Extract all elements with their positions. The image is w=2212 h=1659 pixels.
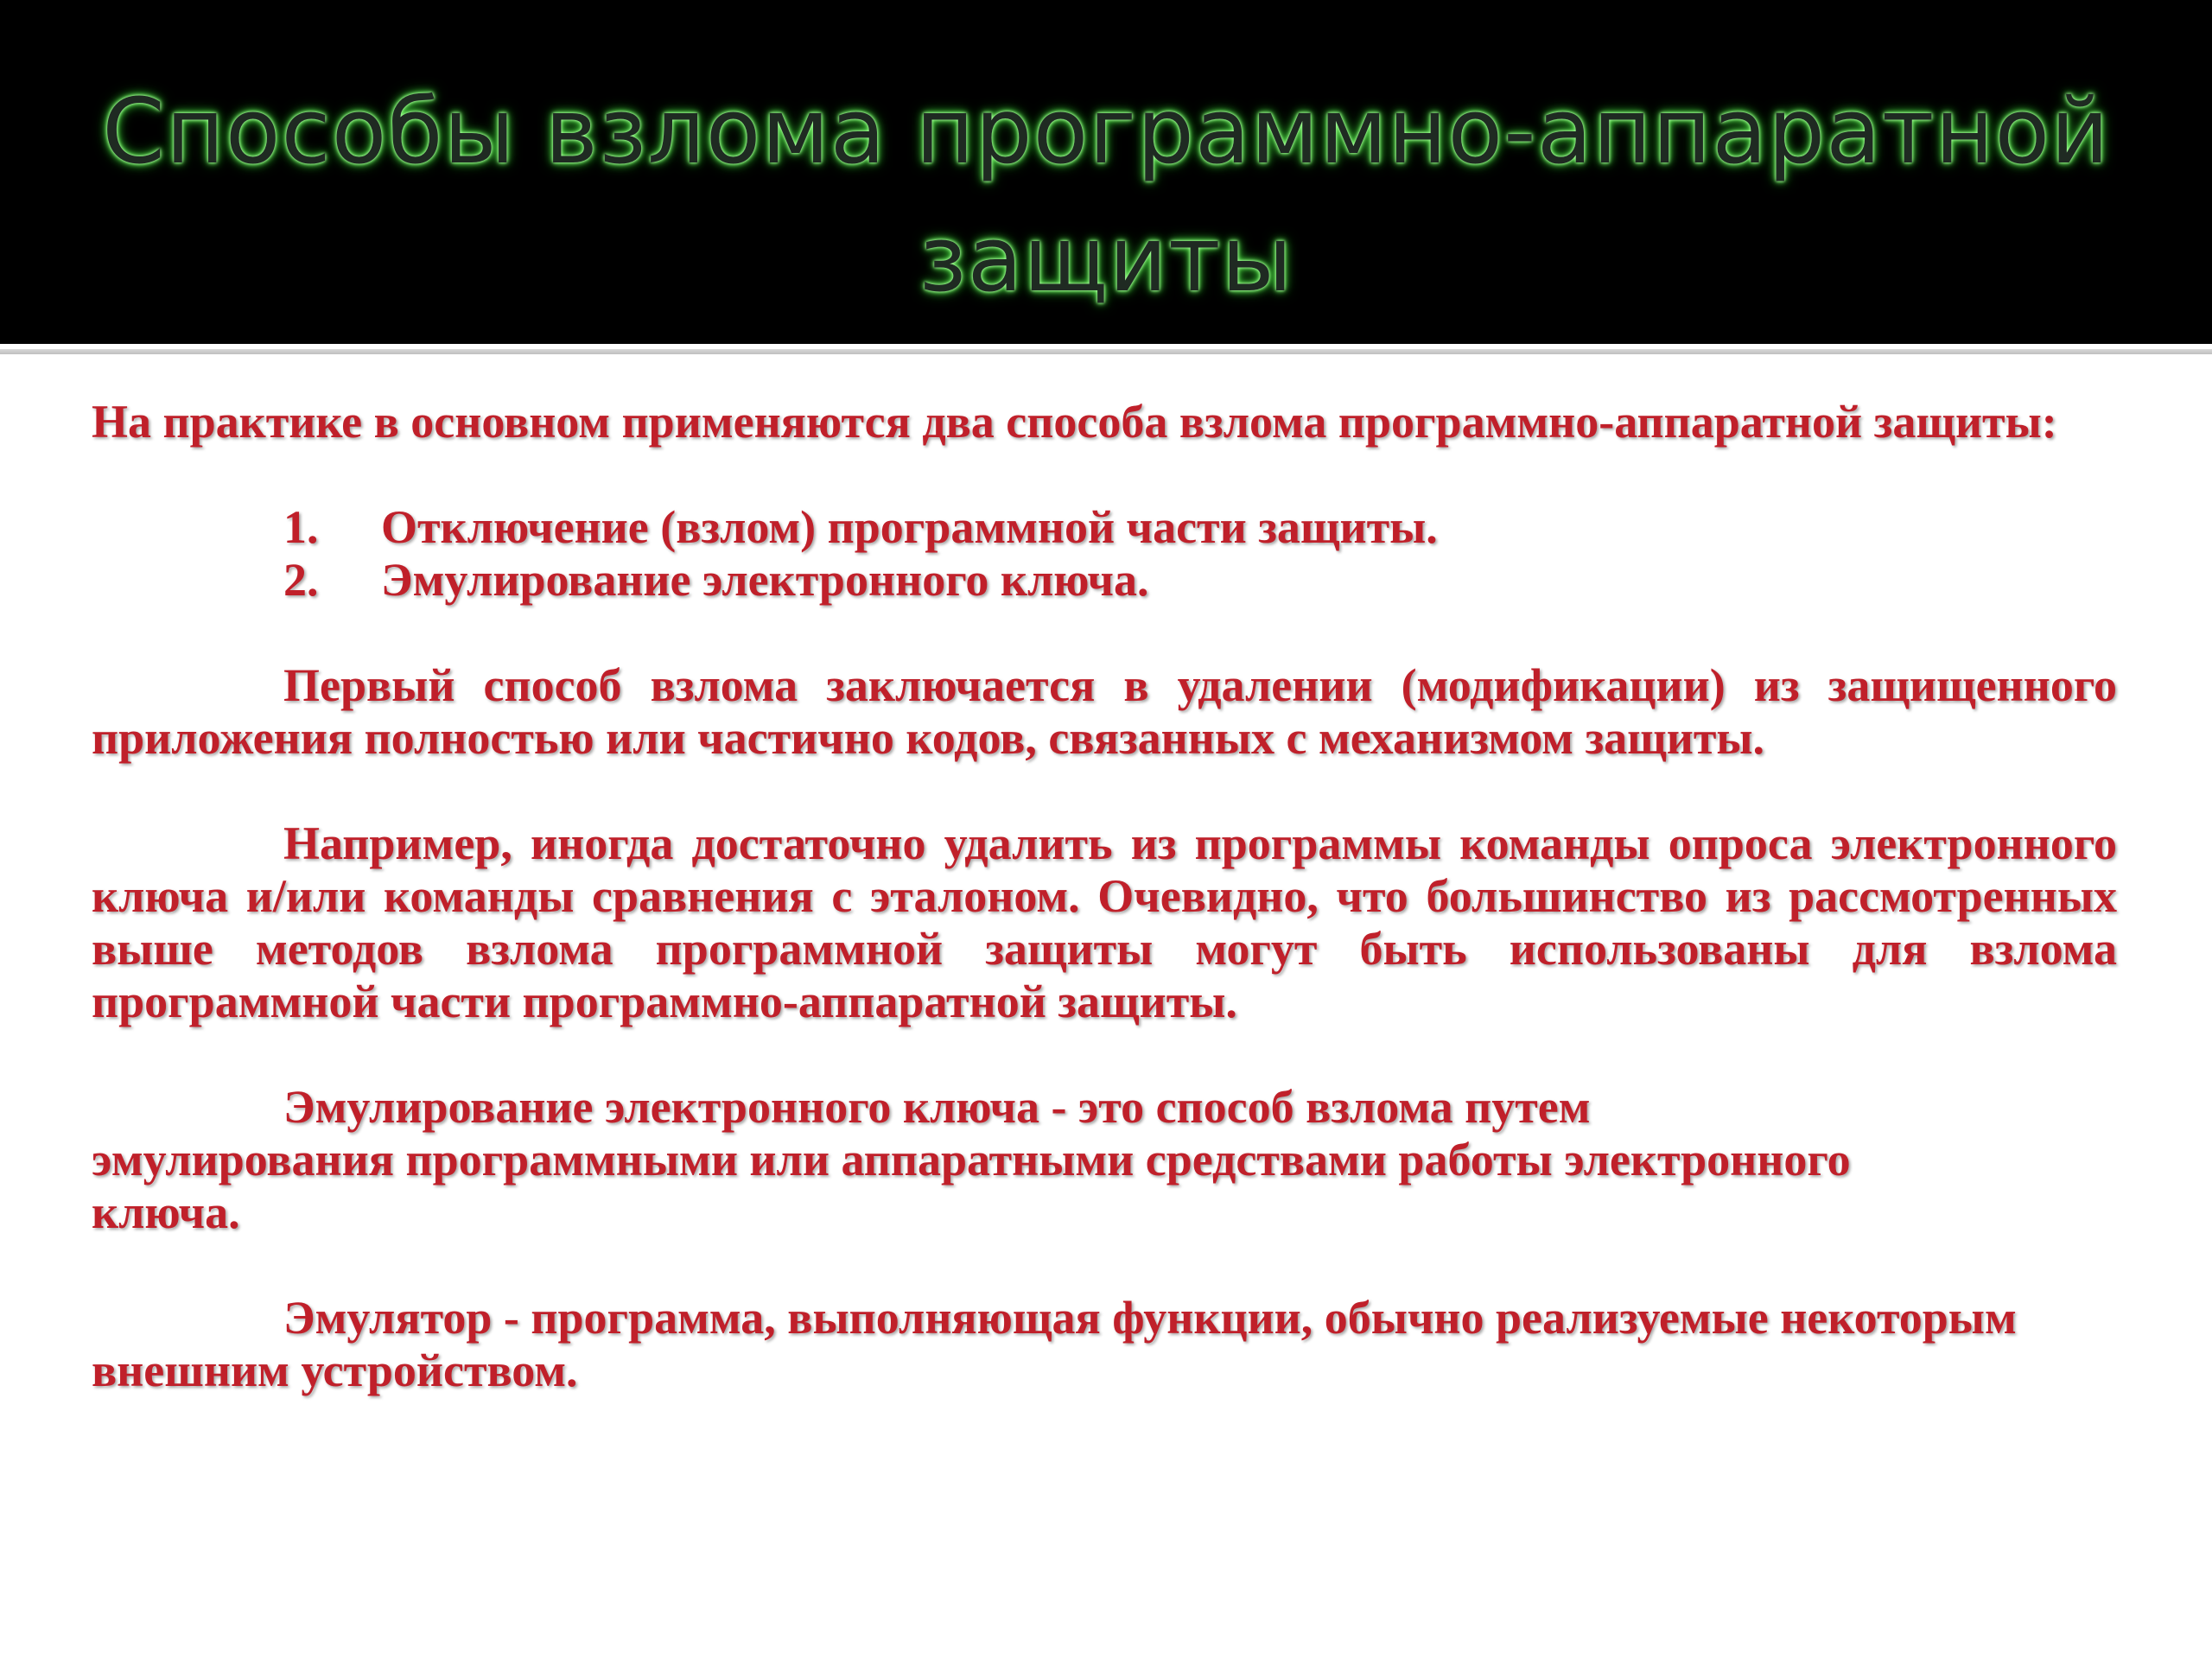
list-item-text: Эмулирование электронного ключа. xyxy=(381,554,1149,606)
slide-body xyxy=(92,396,2117,1397)
methods-list xyxy=(92,501,2117,607)
spacer xyxy=(92,448,2117,501)
list-item xyxy=(92,501,2117,554)
spacer xyxy=(92,1239,2117,1292)
list-item xyxy=(92,554,2117,607)
list-item-text: Отключение (взлом) программной части защиты. xyxy=(381,501,1438,553)
list-item-number: 1. xyxy=(283,501,319,553)
paragraph-example: Например, иногда достаточно удалить из программы команды опроса электронного ключа и/или команды сравнения с эталоном. Очевидно, что большинство из рассмотренных выше методов взлома программной защиты могут быть использованы для взлома программной части программно-аппаратной защиты. xyxy=(92,817,2117,1027)
slide-title-line-2: защиты xyxy=(918,207,1294,312)
intro-paragraph: На практике в основном применяются два способа взлома программно-аппаратной защиты: xyxy=(92,396,2057,448)
spacer xyxy=(92,607,2117,659)
slide-title xyxy=(0,67,2212,323)
paragraph-emulator: Эмулятор - программа, выполняющая функции, обычно реализуемые некоторым внешним устройством. xyxy=(92,1292,2017,1396)
spacer xyxy=(92,765,2117,817)
paragraph-emulation: Эмулирование электронного ключа - это способ взлома путем эмулирования программными или аппаратными средствами работы электронного ключа. xyxy=(92,1081,1851,1238)
paragraph-first-method: Первый способ взлома заключается в удалении (модификации) из защищенного приложения полностью или частично кодов, связанных с механизмом защиты. xyxy=(92,659,2117,764)
list-item-number: 2. xyxy=(283,554,319,606)
title-divider xyxy=(0,349,2212,354)
spacer xyxy=(92,1028,2117,1081)
slide-title-line-1: Способы взлома программно-аппаратной xyxy=(102,79,2110,184)
